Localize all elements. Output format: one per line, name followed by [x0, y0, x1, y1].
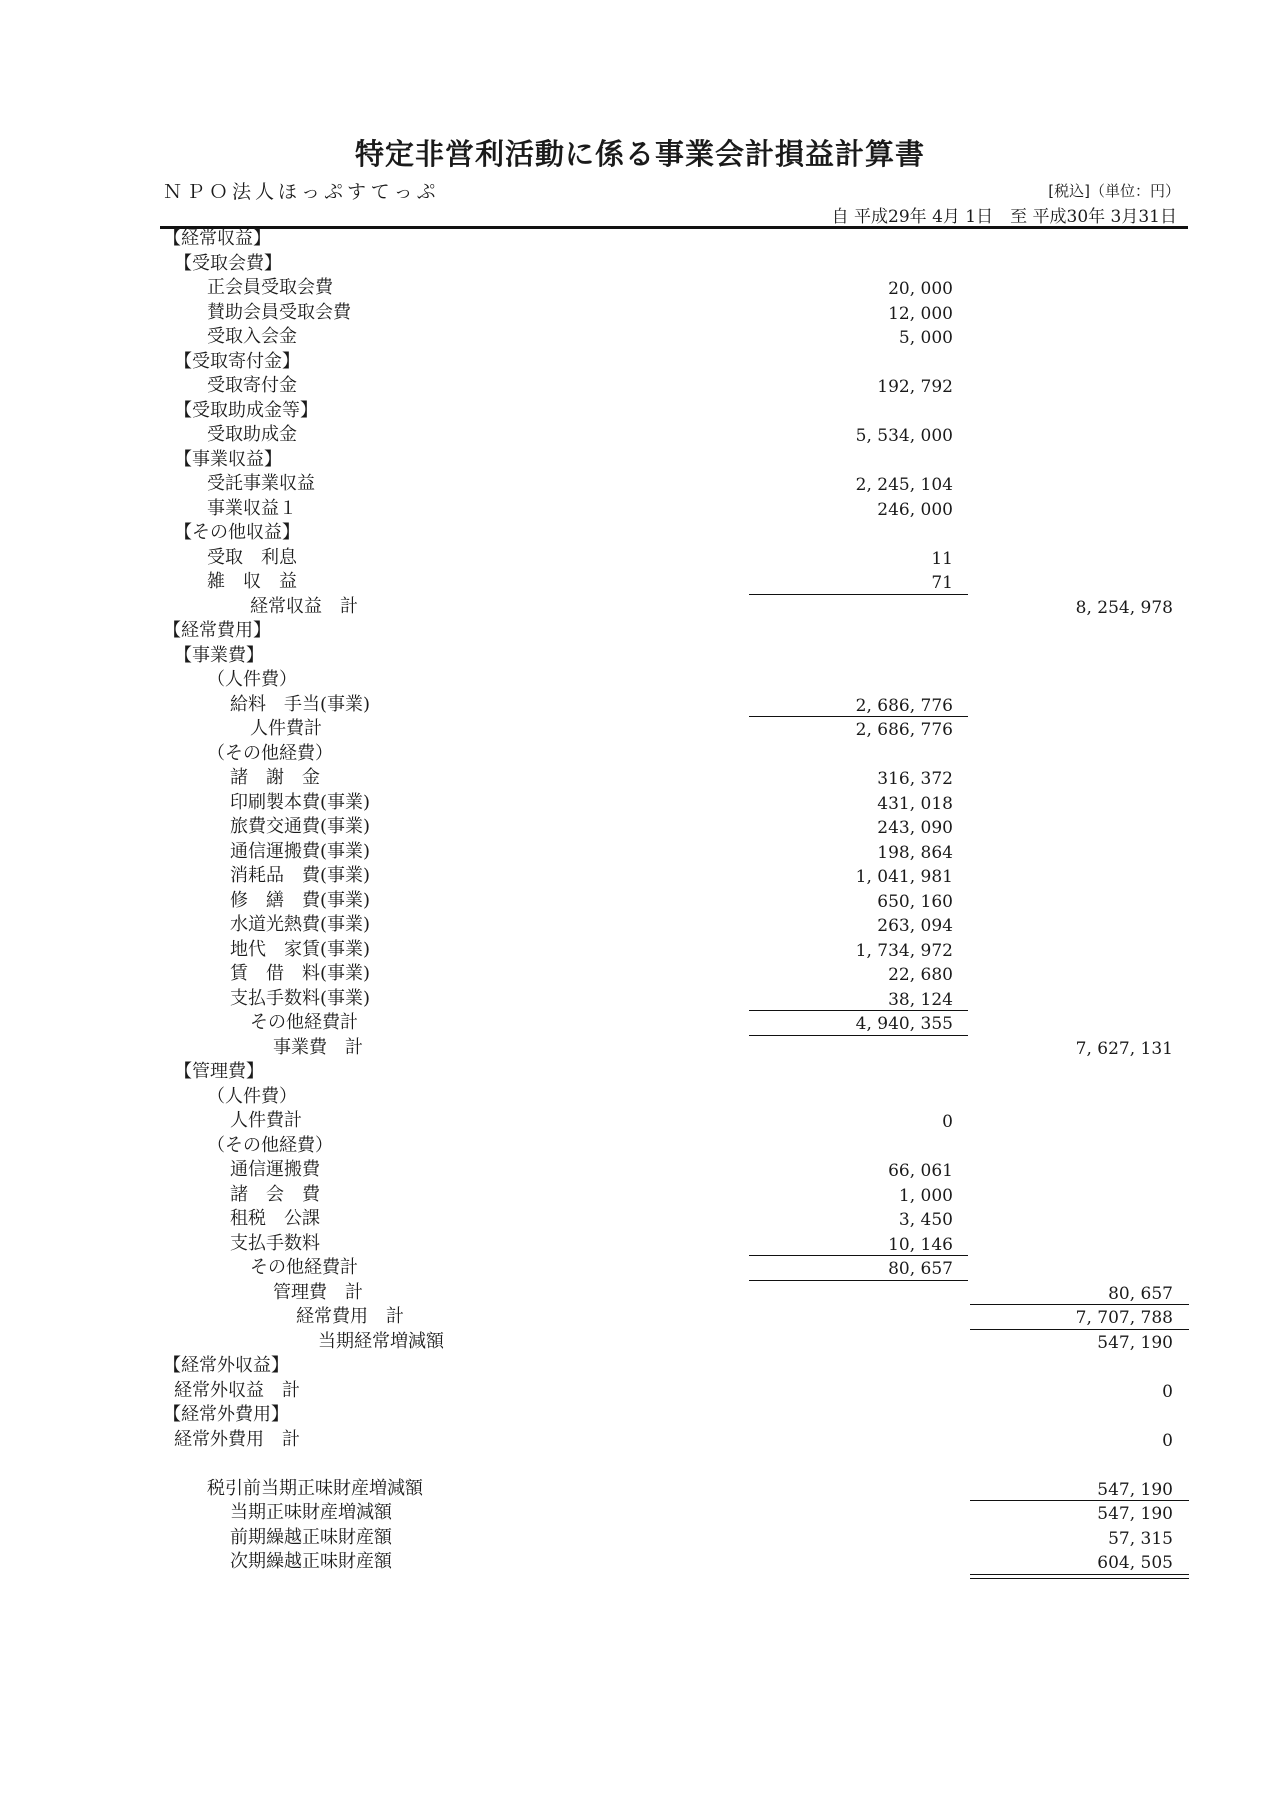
row-label: 諸 謝 金: [230, 767, 320, 788]
row-label: 消耗品 費(事業): [230, 865, 371, 886]
row-amount-detail: 11: [931, 548, 953, 569]
row-amount-detail: 10, 146: [888, 1234, 953, 1255]
statement-row: [0, 1256, 1280, 1281]
row-label: 賛助会員受取会費: [207, 301, 351, 323]
row-label: 租税 公課: [230, 1208, 320, 1229]
row-label: 当期正味財産増減額: [230, 1502, 392, 1523]
row-label: 支払手数料: [230, 1232, 320, 1254]
row-label: 通信運搬費(事業): [230, 840, 371, 862]
row-label: 人件費計: [230, 1110, 302, 1131]
row-amount-detail: 2, 245, 104: [855, 475, 953, 495]
statement-row: [0, 521, 1280, 546]
statement-row: [0, 1550, 1280, 1575]
row-amount-detail: 198, 864: [877, 842, 953, 863]
statement-row: [0, 1501, 1280, 1526]
row-label: 【その他収益】: [174, 522, 300, 543]
row-amount-total: 547, 190: [1097, 1332, 1173, 1353]
statement-row: [0, 889, 1280, 914]
statement-row: [0, 472, 1280, 497]
row-label: 修 繕 費(事業): [230, 889, 371, 911]
statement-row: [0, 1305, 1280, 1330]
row-label: 正会員受取会費: [207, 277, 333, 298]
row-label: 税引前当期正味財産増減額: [207, 1477, 423, 1499]
row-label: 人件費計: [250, 718, 322, 739]
row-amount-detail: 4, 940, 355: [855, 1014, 953, 1034]
row-label: その他経費計: [250, 1012, 358, 1033]
row-label: 【経常外収益】: [163, 1355, 289, 1376]
organization-name: ＮＰＯ法人ほっぷすてっぷ: [163, 181, 440, 203]
statement-row: [0, 1183, 1280, 1208]
row-amount-detail: 243, 090: [877, 818, 953, 838]
statement-row: [0, 570, 1280, 595]
row-label: （人件費）: [207, 669, 297, 690]
statement-row: [0, 1354, 1280, 1379]
row-amount-total: 604, 505: [1097, 1553, 1173, 1573]
statement-row: [0, 448, 1280, 473]
statement-row: [0, 1452, 1280, 1477]
row-amount-detail: 192, 792: [877, 377, 953, 397]
row-label: 【受取会費】: [174, 252, 282, 274]
row-label: 当期経常増減額: [318, 1330, 444, 1352]
row-label: 【事業収益】: [174, 448, 282, 470]
row-label: 旅費交通費(事業): [230, 816, 371, 837]
row-amount-detail: 20, 000: [888, 279, 953, 299]
statement-row: [0, 1207, 1280, 1232]
row-label: 受託事業収益: [207, 473, 315, 494]
statement-row: [0, 1158, 1280, 1183]
row-amount-detail: 0: [942, 1112, 953, 1132]
row-label: 支払手数料(事業): [230, 987, 371, 1009]
row-label: 管理費 計: [273, 1281, 363, 1303]
row-amount-total: 0: [1162, 1381, 1173, 1402]
row-amount-detail: 12, 000: [888, 303, 953, 324]
row-label: 【受取寄付金】: [174, 350, 300, 372]
row-amount-total: 7, 707, 788: [1075, 1308, 1173, 1328]
statement-row: [0, 252, 1280, 277]
row-amount-detail: 1, 041, 981: [855, 867, 953, 887]
row-label: 水道光熱費(事業): [230, 914, 371, 935]
row-amount-detail: 80, 657: [888, 1259, 953, 1279]
row-label: 【経常外費用】: [163, 1404, 289, 1425]
row-label: 【事業費】: [174, 644, 264, 666]
row-amount-detail: 1, 734, 972: [855, 940, 953, 961]
row-amount-detail: 22, 680: [888, 965, 953, 985]
row-label: 事業費 計: [273, 1036, 363, 1058]
statement-row: [0, 742, 1280, 767]
statement-row: [0, 938, 1280, 963]
row-label: 給料 手当(事業): [230, 693, 371, 715]
statement-row: [0, 350, 1280, 375]
row-label: 雑 収 益: [207, 571, 297, 592]
statement-row: [0, 1477, 1280, 1502]
statement-rows: [0, 227, 1280, 1575]
statement-row: [0, 693, 1280, 718]
statement-row: [0, 423, 1280, 448]
statement-row: [0, 374, 1280, 399]
final-double-rule: [970, 1574, 1189, 1579]
statement-row: [0, 791, 1280, 816]
unit-note: [税込]（単位：円）: [1048, 182, 1180, 200]
row-amount-total: 7, 627, 131: [1075, 1038, 1173, 1059]
statement-row: [0, 1134, 1280, 1159]
statement-row: [0, 766, 1280, 791]
row-label: 諸 会 費: [230, 1183, 320, 1205]
statement-row: [0, 1011, 1280, 1036]
document-title: 特定非営利活動に係る事業会計損益計算書: [354, 137, 925, 171]
statement-row: [0, 595, 1280, 620]
row-label: 受取入会金: [207, 326, 297, 347]
statement-row: [0, 1403, 1280, 1428]
row-label: 印刷製本費(事業): [230, 791, 371, 813]
row-amount-detail: 316, 372: [877, 769, 953, 789]
row-label: 経常費用 計: [296, 1306, 404, 1327]
row-label: 経常外費用 計: [174, 1428, 300, 1450]
row-amount-total: 8, 254, 978: [1075, 597, 1173, 618]
row-label: （その他経費）: [207, 742, 333, 764]
statement-row: [0, 325, 1280, 350]
row-label: 経常外収益 計: [174, 1379, 300, 1401]
row-label: 通信運搬費: [230, 1159, 320, 1180]
row-amount-detail: 38, 124: [888, 989, 953, 1010]
statement-row: [0, 1330, 1280, 1355]
row-label: （人件費）: [207, 1085, 297, 1107]
row-label: 【管理費】: [174, 1061, 264, 1082]
statement-row: [0, 276, 1280, 301]
row-label: 賃 借 料(事業): [230, 963, 371, 984]
statement-row: [0, 717, 1280, 742]
row-amount-detail: 1, 000: [898, 1185, 953, 1206]
row-amount-detail: 2, 686, 776: [855, 720, 953, 740]
row-amount-total: 0: [1162, 1430, 1173, 1451]
statement-row: [0, 1060, 1280, 1085]
row-amount-detail: 5, 000: [898, 328, 953, 348]
statement-row: [0, 227, 1280, 252]
row-label: （その他経費）: [207, 1134, 333, 1156]
statement-row: [0, 668, 1280, 693]
row-label: 前期繰越正味財産額: [230, 1526, 392, 1548]
row-amount-detail: 5, 534, 000: [855, 426, 953, 446]
statement-row: [0, 644, 1280, 669]
row-label: 次期繰越正味財産額: [230, 1551, 392, 1572]
row-label: 受取寄付金: [207, 375, 297, 396]
statement-row: [0, 913, 1280, 938]
statement-row: [0, 546, 1280, 571]
row-amount-detail: 2, 686, 776: [855, 695, 953, 716]
row-amount-detail: 66, 061: [888, 1161, 953, 1181]
row-amount-detail: 71: [931, 573, 953, 593]
statement-row: [0, 1379, 1280, 1404]
row-amount-total: 547, 190: [1097, 1479, 1173, 1500]
row-amount-detail: 263, 094: [877, 916, 953, 936]
statement-row: [0, 1281, 1280, 1306]
row-label: 事業収益１: [207, 497, 297, 519]
row-label: その他経費計: [250, 1257, 358, 1278]
row-amount-total: 547, 190: [1097, 1504, 1173, 1524]
statement-row: [0, 1085, 1280, 1110]
statement-row: [0, 399, 1280, 424]
statement-row: [0, 962, 1280, 987]
fiscal-period: 自 平成29年 4月 1日 至 平成30年 3月31日: [831, 207, 1177, 227]
statement-row: [0, 497, 1280, 522]
statement-row: [0, 840, 1280, 865]
row-amount-detail: 3, 450: [898, 1210, 953, 1230]
row-amount-detail: 650, 160: [877, 891, 953, 912]
statement-row: [0, 1526, 1280, 1551]
statement-row: [0, 1428, 1280, 1453]
row-label: 受取助成金: [207, 424, 297, 445]
statement-row: [0, 619, 1280, 644]
row-amount-detail: 246, 000: [877, 499, 953, 520]
row-amount-total: 57, 315: [1108, 1528, 1173, 1549]
statement-row: [0, 1232, 1280, 1257]
row-label: 【経常収益】: [163, 228, 271, 249]
row-amount-detail: 431, 018: [877, 793, 953, 814]
row-label: 経常収益 計: [250, 595, 358, 617]
row-label: 受取 利息: [207, 546, 297, 568]
row-label: 地代 家賃(事業): [230, 938, 371, 960]
statement-row: [0, 301, 1280, 326]
row-label: 【受取助成金等】: [174, 399, 318, 421]
statement-row: [0, 1109, 1280, 1134]
statement-row: [0, 864, 1280, 889]
statement-row: [0, 987, 1280, 1012]
statement-row: [0, 815, 1280, 840]
statement-row: [0, 1036, 1280, 1061]
row-amount-total: 80, 657: [1108, 1283, 1173, 1304]
row-label: 【経常費用】: [163, 620, 271, 641]
